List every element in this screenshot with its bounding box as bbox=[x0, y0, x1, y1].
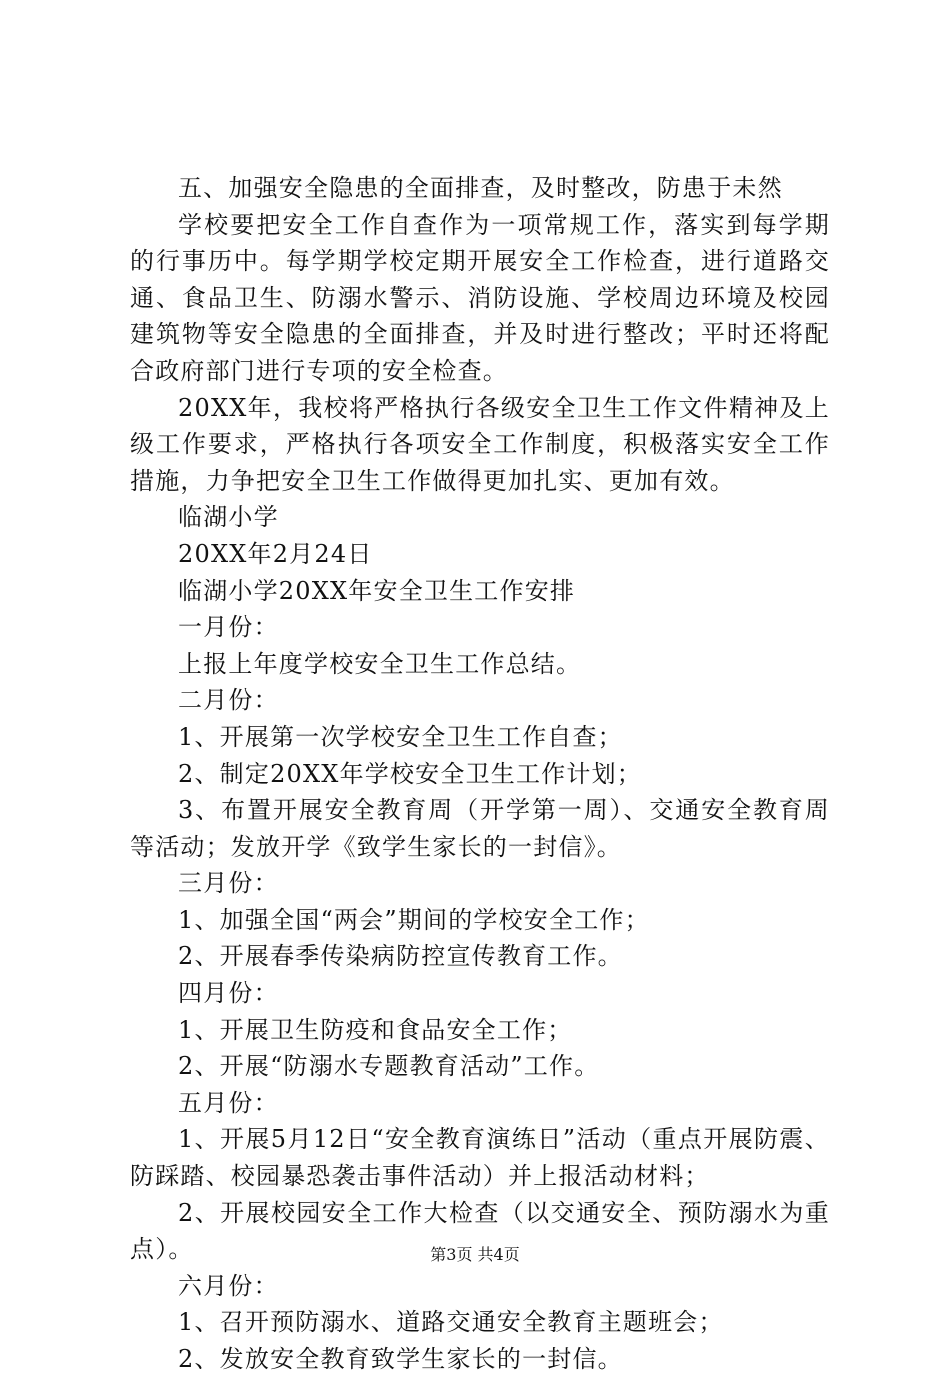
month-heading: 一月份： bbox=[178, 613, 279, 642]
list-item: 2、开展“防溺水专题教育活动”工作。 bbox=[178, 1052, 600, 1081]
schedule-title: 临湖小学20XX年安全卫生工作安排 bbox=[178, 576, 576, 605]
list-item: 2、发放安全教育致学生家长的一封信。 bbox=[178, 1345, 623, 1373]
list-item: 3、布置开展安全教育周（开学第一周）、交通安全教育周等活动；发放开学《致学生家长的一封信》。 bbox=[130, 796, 830, 861]
month-heading: 四月份： bbox=[178, 979, 279, 1008]
month-heading: 五月份： bbox=[178, 1088, 279, 1117]
list-item: 1、开展第一次学校安全卫生工作自查； bbox=[178, 722, 623, 751]
list-item: 上报上年度学校安全卫生工作总结。 bbox=[178, 649, 582, 678]
list-item: 1、加强全国“两会”期间的学校安全工作； bbox=[178, 905, 650, 934]
month-heading: 三月份： bbox=[178, 869, 279, 898]
page-number-footer: 第3页 共4页 bbox=[430, 1245, 520, 1264]
list-item: 2、制定20XX年学校安全卫生工作计划； bbox=[178, 759, 642, 788]
signature-school: 临湖小学 bbox=[178, 503, 279, 532]
month-heading: 二月份： bbox=[178, 686, 279, 715]
list-item: 1、开展5月12日“安全教育演练日”活动（重点开展防震、防踩踏、校园暴恐袭击事件活动）并上报活动材料； bbox=[130, 1125, 830, 1191]
list-item: 1、召开预防溺水、道路交通安全教育主题班会； bbox=[178, 1308, 724, 1337]
list-item: 2、开展春季传染病防控宣传教育工作。 bbox=[178, 942, 623, 971]
section-heading: 五、加强安全隐患的全面排查，及时整改，防患于未然 bbox=[178, 174, 783, 202]
month-heading: 六月份： bbox=[178, 1271, 279, 1300]
paragraph: 学校要把安全工作自查作为一项常规工作，落实到每学期的行事历中。每学期学校定期开展安全工作检查，进行道路交通、食品卫生、防溺水警示、消防设施、学校周边环境及校园建筑物等安全隐患的全面排查，并及时进行整改；平时还将配合政府部门进行专项的安全检查。 bbox=[130, 210, 830, 385]
list-item: 2、开展校园安全工作大检查（以交通安全、预防溺水为重点）。 bbox=[130, 1198, 830, 1264]
paragraph: 20XX年，我校将严格执行各级安全卫生工作文件精神及上级工作要求，严格执行各项安全工作制度，积极落实安全工作措施，力争把安全卫生工作做得更加扎实、更加有效。 bbox=[130, 393, 830, 495]
document-body bbox=[130, 170, 830, 1378]
list-item: 1、开展卫生防疫和食品安全工作； bbox=[178, 1015, 573, 1044]
signature-date: 20XX年2月24日 bbox=[178, 539, 373, 568]
